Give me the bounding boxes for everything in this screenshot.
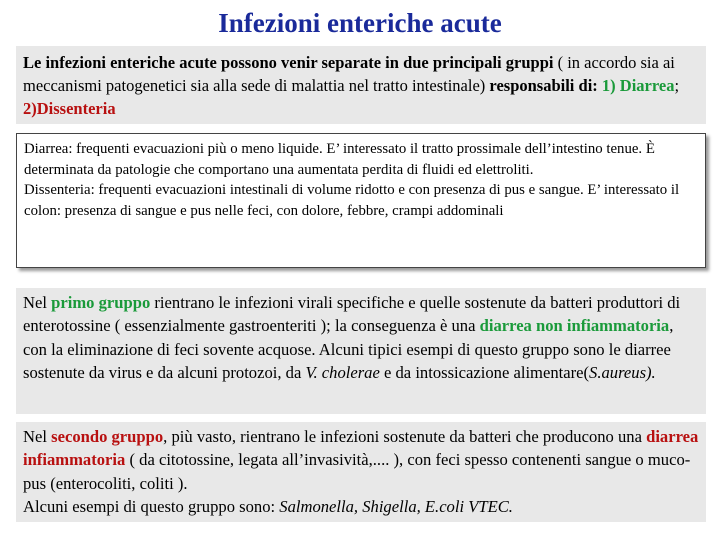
intro-label: responsabili di: <box>489 76 598 95</box>
group1-highlight-diarrea-non-infiammatoria: diarrea non infiammatoria <box>479 316 670 336</box>
diarrea-term: Diarrea <box>24 141 69 157</box>
intro-bold-text: Le infezioni enteriche acute possono venir separate in due principali gruppi <box>23 53 554 72</box>
intro-box <box>16 46 706 124</box>
group2-italic-examples: Salmonella, Shigella, E.coli VTEC. <box>279 497 513 517</box>
group2-text-2: , più vasto, rientrano le infezioni sostenute da batteri che producono una <box>163 427 642 446</box>
dissenteria-term: Dissenteria <box>24 182 91 198</box>
group1-text-4: e da intossicazione alimentare( <box>384 363 590 383</box>
group1-box <box>16 288 706 414</box>
group2-text-4: Alcuni esempi di questo gruppo sono: <box>23 497 276 517</box>
intro-normal-text: ( in accordo sia ai meccanismi patogenetici sia alla sede di malattia nel tratto intestinale) <box>23 53 675 95</box>
intro-item-dissenteria: 2)Dissenteria <box>23 99 116 118</box>
group2-text-1: Nel <box>23 427 47 446</box>
group1-italic-cholerae: V. cholerae <box>305 363 380 383</box>
group1-text-2: rientrano le infezioni virali specifiche e quelle sostenute da batteri produttori di enterotossine ( essenzialmente gastroenteriti ); la conseguenza è una <box>23 293 681 336</box>
group1-highlight-primo-gruppo: primo gruppo <box>51 293 151 312</box>
definition-dissenteria <box>24 180 698 221</box>
group1-italic-aureus: S.aureus). <box>589 363 656 383</box>
dissenteria-text: : frequenti evacuazioni intestinali di volume ridotto e con presenza di pus e sangue. E’ interessato il colon: presenza di sangue e pus nelle feci, con dolore, febbre, crampi addominali <box>24 182 680 219</box>
group1-text-3: , con la eliminazione di feci sovente acquose. Alcuni tipici esempi di questo gruppo sono le diarree sostenute da virus e da alcuni protozoi, da <box>23 316 674 383</box>
diarrea-text: : frequenti evacuazioni più o meno liquide. E’ interessato il tratto prossimale dell’intestino tenue. È determinata da patologie che comportano una aumentata perdita di fluidi ed elettroliti. <box>24 141 655 178</box>
definitions-box <box>16 133 706 268</box>
group1-text-1: Nel <box>23 293 47 312</box>
group2-box <box>16 422 706 522</box>
intro-item-diarrea: 1) Diarrea <box>601 76 675 95</box>
group2-text-3: ( da citotossine, legata all’invasività,.... ), con feci spesso contenenti sangue o muco-pus (enterocoliti, coliti ). <box>23 450 691 493</box>
intro-separator: ; <box>674 76 680 95</box>
group2-highlight-diarrea-infiammatoria: diarrea infiammatoria <box>23 427 699 470</box>
group2-highlight-secondo-gruppo: secondo gruppo <box>51 427 164 446</box>
group2-paragraph <box>23 425 699 495</box>
page-title: Infezioni enteriche acute <box>218 8 502 38</box>
group2-examples <box>23 495 699 518</box>
definition-diarrea <box>24 139 698 180</box>
